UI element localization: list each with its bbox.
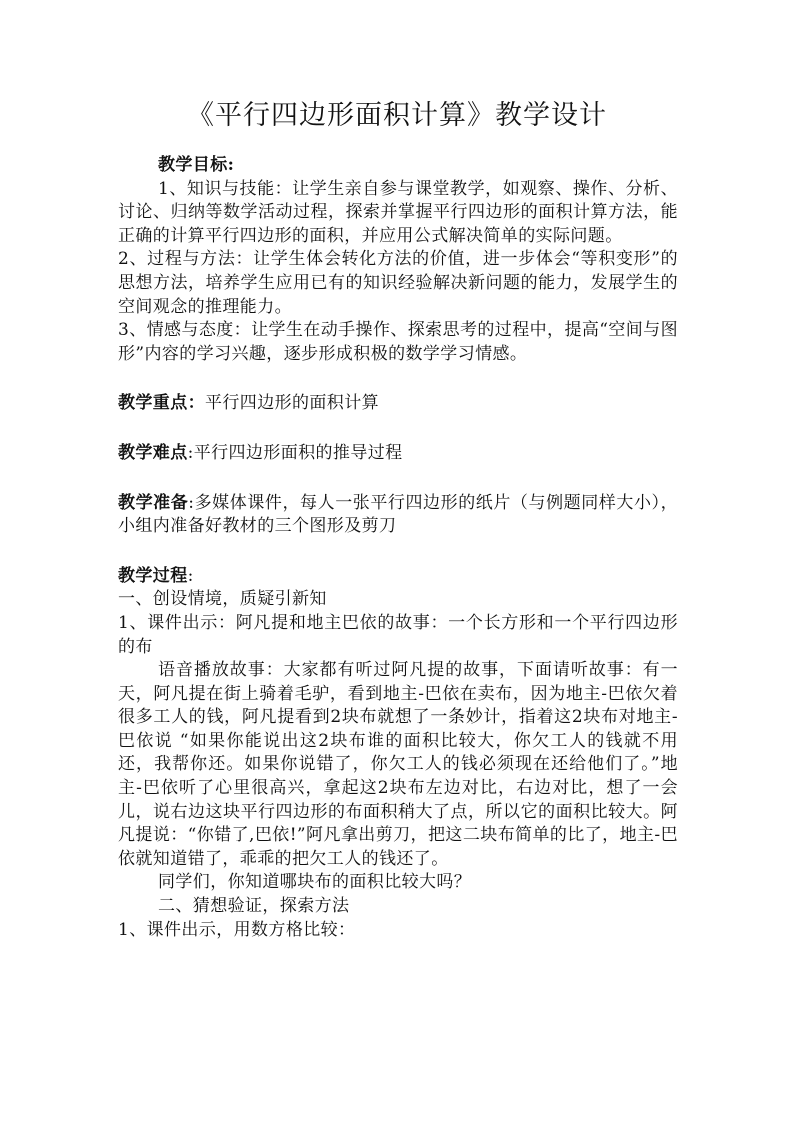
process-colon: : [187, 565, 194, 586]
spacer [118, 539, 678, 565]
process-step-1: 1、课件出示：阿凡提和地主巴依的故事：一个长方形和一个平行四边形的布 [118, 612, 678, 657]
process-step-2: 1、课件出示，用数方格比较： [118, 919, 356, 940]
spacer [118, 416, 678, 442]
key-point-label: 教学重点： [118, 393, 205, 414]
difficulty-label: 教学难点 [118, 442, 188, 463]
objective-item-2: 2、过程与方法：让学生体会转化方法的价值，进一步体会“等积变形”的思想方法，培养学生应用已有的知识经验解决新问题的能力，发展学生的空间观念的推理能力。 [118, 249, 678, 317]
objective-item-1: 1、知识与技能：让学生亲自参与课堂教学，如观察、操作、分析、讨论、归纳等数学活动过程，探索并掌握平行四边形的面积计算方法，能正确的计算平行四边形的面积，并应用公式解决简单的实际问题。 [118, 178, 678, 246]
process-section-2: 二、猜想验证，探索方法 [158, 896, 350, 917]
process-label: 教学过程 [118, 565, 188, 586]
objectives-heading: 教学目标: [158, 155, 235, 175]
process-heading [118, 565, 678, 589]
process-section-1: 一、创设情境，质疑引新知 [118, 589, 327, 610]
document-body [118, 154, 678, 942]
difficulty-text: :平行四边形面积的推导过程 [187, 442, 403, 463]
preparation-label: 教学准备 [118, 492, 189, 513]
objective-item-3: 3、情感与态度：让学生在动手操作、探索思考的过程中，提高“空间与图形”内容的学习兴趣，逐步形成积极的数学学习情感。 [118, 320, 678, 364]
spacer [118, 466, 678, 492]
spacer [118, 366, 678, 392]
difficulty-paragraph [118, 442, 678, 466]
process-question: 同学们，你知道哪块布的面积比较大吗？ [158, 872, 472, 893]
document-title: 《平行四边形面积计算》教学设计 [187, 100, 607, 131]
preparation-paragraph [118, 492, 678, 539]
key-point-text: 平行四边形的面积计算 [205, 393, 379, 414]
key-point-paragraph [118, 392, 678, 416]
preparation-text: :多媒体课件，每人一张平行四边形的纸片（与例题同样大小），小组内准备好教材的三个图形及剪刀 [118, 492, 678, 537]
process-story: 语音播放故事：大家都有听过阿凡提的故事，下面请听故事：有一天，阿凡提在街上骑着毛驴，看到地主-巴依在卖布，因为地主-巴依欠着很多工人的钱，阿凡提看到2块布就想了一条妙计，指着这2块布对地主-巴依说 “如果你能说出这2块布谁的面积比较大，你欠工人的钱就不用还，我帮你还。如果你说错了，你欠工人的钱必须现在还给他们了。”地主-巴依听了心里很高兴，拿起这2块布左边对比，右边对比，想了一会儿，说右边这块平行四边形的布面积稍大了点，所以它的面积比较大。阿凡提说：“你错了,巴依!”阿凡拿出剪刀，把这二块布简单的比了，地主-巴依就知道错了，乖乖的把欠工人的钱还了。 [118, 660, 678, 869]
